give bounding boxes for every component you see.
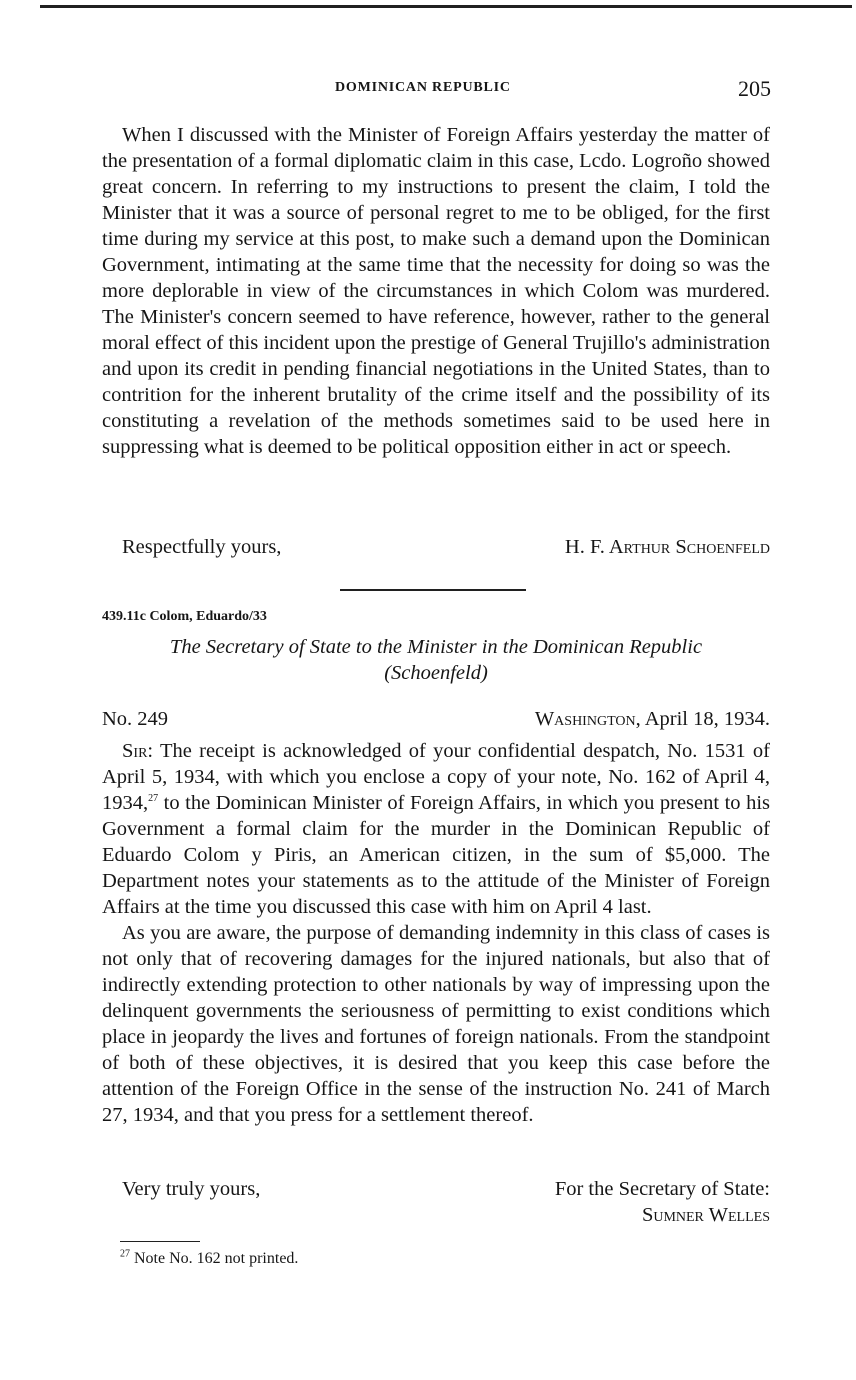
letter2-paragraph-1-part-b: to the Dominican Minister of Foreign Affairs, in which you present to his Government a formal claim for the murder in the Dominican Republic of Eduardo Colom y Piris, an American citizen, in the sum of $5,000. The Department notes your statements as to the attitude of the Minister of Foreign Affairs at the time you discussed this case with him on April 4 last. xyxy=(102,792,770,918)
footnote-reference: 27 xyxy=(148,793,159,805)
document-title-line1: The Secretary of State to the Minister in the Dominican Republic xyxy=(169,636,703,658)
letter2-closing: Very truly yours, xyxy=(122,1178,261,1200)
footnote-rule xyxy=(120,1241,200,1242)
footnote-marker: 27 xyxy=(120,1248,130,1260)
letter1-closing: Respectfully yours, xyxy=(122,536,282,558)
letter2-closing-right: For the Secretary of State: xyxy=(554,1178,770,1200)
letter2-paragraph-2: As you are aware, the purpose of demanding indemnity in this class of cases is not only that of recovering damages for the injured nationals, but also that of indirectly extending protection to other nationals by way of impressing upon the delinquent governments the seriousness of permitting to exist conditions which place in jeopardy the lives and fortunes of foreign nationals. From the standpoint of both of these objectives, it is desired that you keep this case before the attention of the Foreign Office in the sense of the instruction No. 241 of March 27, 1934, and that you press for a settlement thereof. xyxy=(102,922,770,1126)
dateline-place: Washington, xyxy=(534,708,641,730)
dateline xyxy=(102,708,770,734)
page-number: 205 xyxy=(738,76,771,101)
salutation: Sir: xyxy=(122,740,154,762)
running-head: DOMINICAN REPUBLIC xyxy=(335,80,511,95)
letter1-body xyxy=(102,122,770,460)
letter2-body xyxy=(102,738,770,1128)
letter1-closing-line xyxy=(102,536,770,562)
top-rule xyxy=(40,5,852,8)
dateline-date: April 18, 1934. xyxy=(640,708,770,730)
footnote xyxy=(120,1250,298,1268)
letter2-closing-line xyxy=(102,1178,770,1204)
document-number: No. 249 xyxy=(102,708,169,730)
file-reference: 439.11c Colom, Eduardo/33 xyxy=(102,609,267,624)
letter2-signature: Sumner Welles xyxy=(641,1204,770,1226)
letter2-paragraph-1 xyxy=(102,738,770,920)
page-header xyxy=(0,76,856,102)
letter1-paragraph: When I discussed with the Minister of Foreign Affairs yesterday the matter of the presentation of a formal diplomatic claim in this case, Lcdo. Logroño showed great concern. In referring to my instructions to present the claim, I told the Minister that it was a source of personal regret to me to be obliged, for the first time during my service at this post, to make such a demand upon the Dominican Government, intimating at the same time that the necessity for doing so was the more deplorable in view of the circumstances in which Colom was murdered. The Minister's concern seemed to have reference, however, rather to the general moral effect of this incident upon the prestige of General Trujillo's administration and upon its credit in pending financial negotiations in the United States, than to contrition for the inherent brutality of the crime itself and the possibility of its constituting a revelation of the methods sometimes said to be used here in suppressing what is deemed to be political opposition either in act or speech. xyxy=(102,124,770,458)
footnote-text: Note No. 162 not printed. xyxy=(130,1250,299,1267)
letter1-signature: H. F. Arthur Schoenfeld xyxy=(564,536,770,558)
document-title-line2: (Schoenfeld) xyxy=(384,662,488,684)
dateline-right xyxy=(535,708,770,731)
document-title xyxy=(102,634,770,686)
letter2-paragraph-1-part-a: The receipt is acknowledged of your confidential despatch, No. 1531 of April 5, 1934, with which you enclose a copy of your note, No. 162 of April 4, 1934, xyxy=(102,740,770,814)
section-divider xyxy=(340,589,526,591)
